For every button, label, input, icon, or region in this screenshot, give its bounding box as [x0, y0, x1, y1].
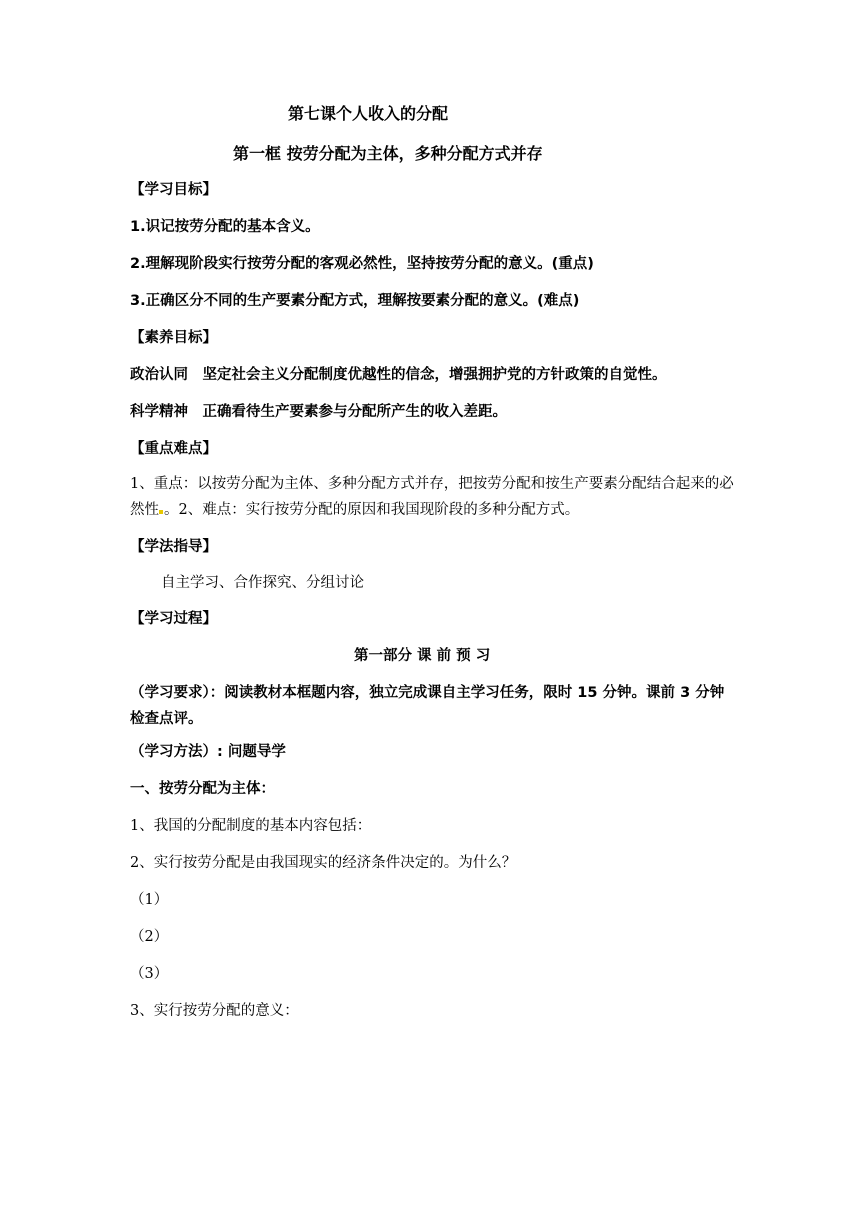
lesson-title: 第七课个人收入的分配 [288, 104, 449, 123]
key-points-part1: 1、重点：以按劳分配为主体、多种分配方式并存，把按劳分配和按生产要素分配结合起来的必然性 [130, 476, 734, 518]
key-points-heading: 【重点难点】 [130, 441, 217, 457]
question-2: 2、实行按劳分配是由我国现实的经济条件决定的。为什么？ [130, 855, 517, 871]
literacy-goal-1: 政治认同 坚定社会主义分配制度优越性的信念，增强拥护党的方针政策的自觉性。 [130, 367, 667, 383]
sub-item-1: （1） [130, 892, 169, 908]
process-heading: 【学习过程】 [130, 611, 217, 627]
highlight-mark [159, 510, 163, 514]
learning-goals-heading: 【学习目标】 [130, 182, 217, 198]
question-3: 3、实行按劳分配的意义： [130, 1003, 299, 1019]
learning-requirement: （学习要求）：阅读教材本框题内容，独立完成课自主学习任务，限时 15 分钟。课前 3 分钟检查点评。 [130, 685, 725, 727]
method-guide-heading: 【学法指导】 [130, 539, 217, 555]
section1-title: 一、按劳分配为主体： [130, 781, 275, 797]
sub-item-3: （3） [130, 966, 169, 982]
key-points-text [130, 471, 735, 523]
question-1: 1、我国的分配制度的基本内容包括： [130, 818, 372, 834]
sub-item-2: （2） [130, 929, 169, 945]
learning-goal-1: 1.识记按劳分配的基本含义。 [130, 219, 320, 235]
part-title: 第一部分 课 前 预 习 [354, 648, 491, 664]
key-points-part2: 。2、难点：实行按劳分配的原因和我国现阶段的多种分配方式。 [164, 502, 580, 518]
literacy-goal-2: 科学精神 正确看待生产要素参与分配所产生的收入差距。 [130, 404, 507, 420]
method-guide-text: 自主学习、合作探究、分组讨论 [161, 575, 364, 591]
learning-goal-3: 3.正确区分不同的生产要素分配方式，理解按要素分配的意义。(难点) [130, 293, 580, 309]
literacy-goals-heading: 【素养目标】 [130, 330, 217, 346]
learning-goal-2: 2.理解现阶段实行按劳分配的客观必然性，坚持按劳分配的意义。(重点) [130, 256, 594, 272]
section-subtitle: 第一框 按劳分配为主体，多种分配方式并存 [233, 144, 543, 163]
learning-method: （学习方法）: 问题导学 [130, 744, 286, 760]
